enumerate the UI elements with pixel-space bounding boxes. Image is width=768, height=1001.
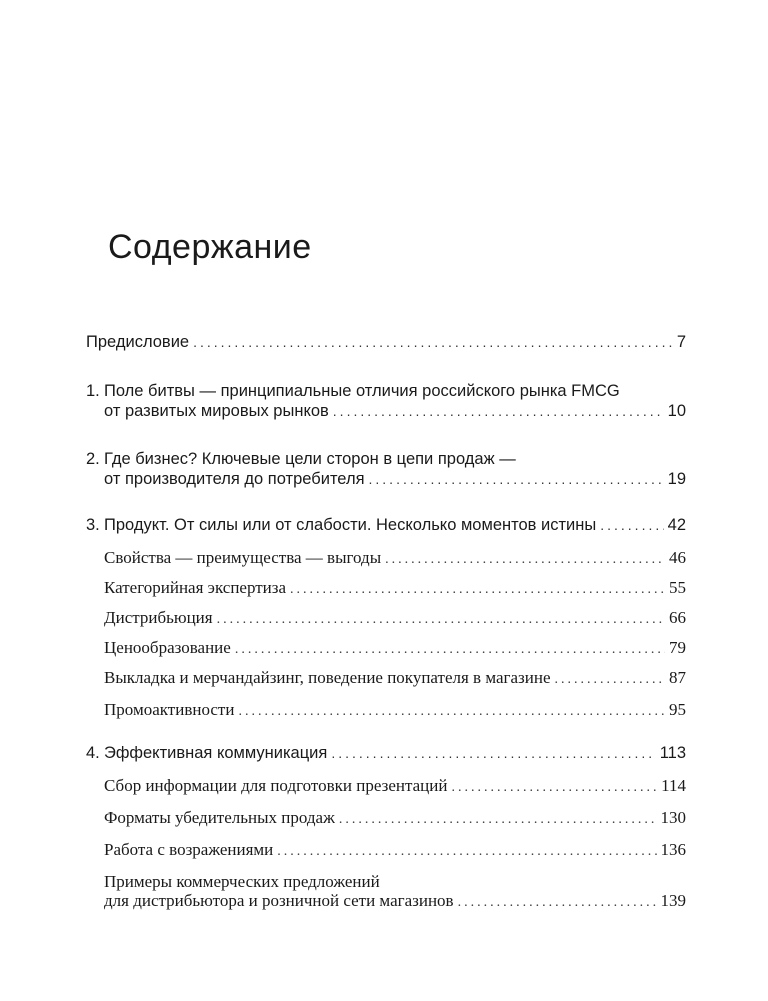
chapter-title-line1: Поле битвы — принципиальные отличия российского рынка FMCG — [104, 382, 620, 400]
section-title-line1: Примеры коммерческих предложений — [104, 872, 380, 891]
section-title: Ценообразование — [104, 638, 231, 657]
section-title: Работа с возражениями — [104, 840, 274, 859]
chapter-title: Эффективная коммуникация — [104, 744, 328, 762]
toc-section[interactable] — [104, 578, 686, 598]
toc-entry-label: Предисловие — [86, 333, 190, 351]
dot-leader — [235, 642, 665, 658]
toc-section-multiline-cont[interactable] — [104, 891, 686, 911]
chapter-title: Продукт. От силы или от слабости. Несколько моментов истины — [104, 516, 597, 534]
toc-section[interactable] — [104, 840, 686, 860]
dot-leader — [339, 812, 657, 828]
toc-entry-chapter-4[interactable] — [86, 744, 686, 763]
toc-section[interactable] — [104, 700, 686, 720]
toc-page-number: 66 — [669, 608, 686, 627]
dot-leader — [451, 780, 657, 796]
dot-leader — [331, 745, 655, 761]
dot-leader — [217, 612, 665, 628]
toc-entry-preface[interactable] — [86, 333, 686, 352]
page-title: Содержание — [108, 228, 312, 266]
section-title: Дистрибьюция — [104, 608, 213, 627]
section-title: Свойства — преимущества — выгоды — [104, 548, 382, 567]
toc-page-number: 130 — [660, 808, 686, 827]
toc-page-number: 19 — [667, 470, 686, 488]
section-title: Категорийная экспертиза — [104, 578, 287, 597]
toc-entry-chapter-3[interactable] — [86, 516, 686, 535]
dot-leader — [290, 582, 665, 598]
section-title-line2: для дистрибьютора и розничной сети магазинов — [104, 891, 454, 910]
chapter-title-line2: от производителя до потребителя — [104, 470, 365, 488]
chapter-number: 4. — [86, 744, 100, 762]
toc-page-number: 79 — [669, 638, 686, 657]
dot-leader — [600, 517, 663, 533]
toc-section[interactable] — [104, 808, 686, 828]
chapter-title-line2: от развитых мировых рынков — [104, 402, 329, 420]
toc-page-number: 136 — [660, 840, 686, 859]
dot-leader — [458, 895, 657, 911]
section-title: Выкладка и мерчандайзинг, поведение покупателя в магазине — [104, 668, 551, 687]
toc-page-number: 7 — [676, 333, 686, 351]
dot-leader — [555, 672, 666, 688]
dot-leader — [193, 334, 673, 350]
toc-entry-chapter-1-cont[interactable] — [104, 402, 686, 421]
toc-page-number: 114 — [661, 776, 686, 795]
toc-section[interactable] — [104, 668, 686, 688]
dot-leader — [369, 471, 664, 487]
section-title: Форматы убедительных продаж — [104, 808, 335, 827]
toc-section[interactable] — [104, 776, 686, 796]
dot-leader — [238, 704, 665, 720]
toc-page-number: 113 — [659, 744, 686, 762]
section-title: Промоактивности — [104, 700, 235, 719]
toc-entry-chapter-1[interactable] — [86, 382, 620, 401]
dot-leader — [333, 403, 664, 419]
toc-page-number: 87 — [669, 668, 686, 687]
chapter-title-line1: Где бизнес? Ключевые цели сторон в цепи продаж — — [104, 450, 516, 468]
toc-page-number: 42 — [667, 516, 686, 534]
toc-page-number: 139 — [660, 891, 686, 910]
dot-leader — [277, 844, 656, 860]
chapter-number: 1. — [86, 382, 100, 400]
section-title: Сбор информации для подготовки презентаций — [104, 776, 448, 795]
toc-page-number: 95 — [669, 700, 686, 719]
toc-entry-chapter-2[interactable] — [86, 450, 516, 469]
toc-section[interactable] — [104, 548, 686, 568]
toc-section-multiline[interactable] — [104, 872, 380, 892]
chapter-number: 2. — [86, 450, 100, 468]
toc-section[interactable] — [104, 608, 686, 628]
toc-page-number: 10 — [667, 402, 686, 420]
dot-leader — [385, 552, 665, 568]
toc-entry-chapter-2-cont[interactable] — [104, 470, 686, 489]
toc-page-number: 46 — [669, 548, 686, 567]
chapter-number: 3. — [86, 516, 100, 534]
toc-section[interactable] — [104, 638, 686, 658]
toc-page-number: 55 — [669, 578, 686, 597]
